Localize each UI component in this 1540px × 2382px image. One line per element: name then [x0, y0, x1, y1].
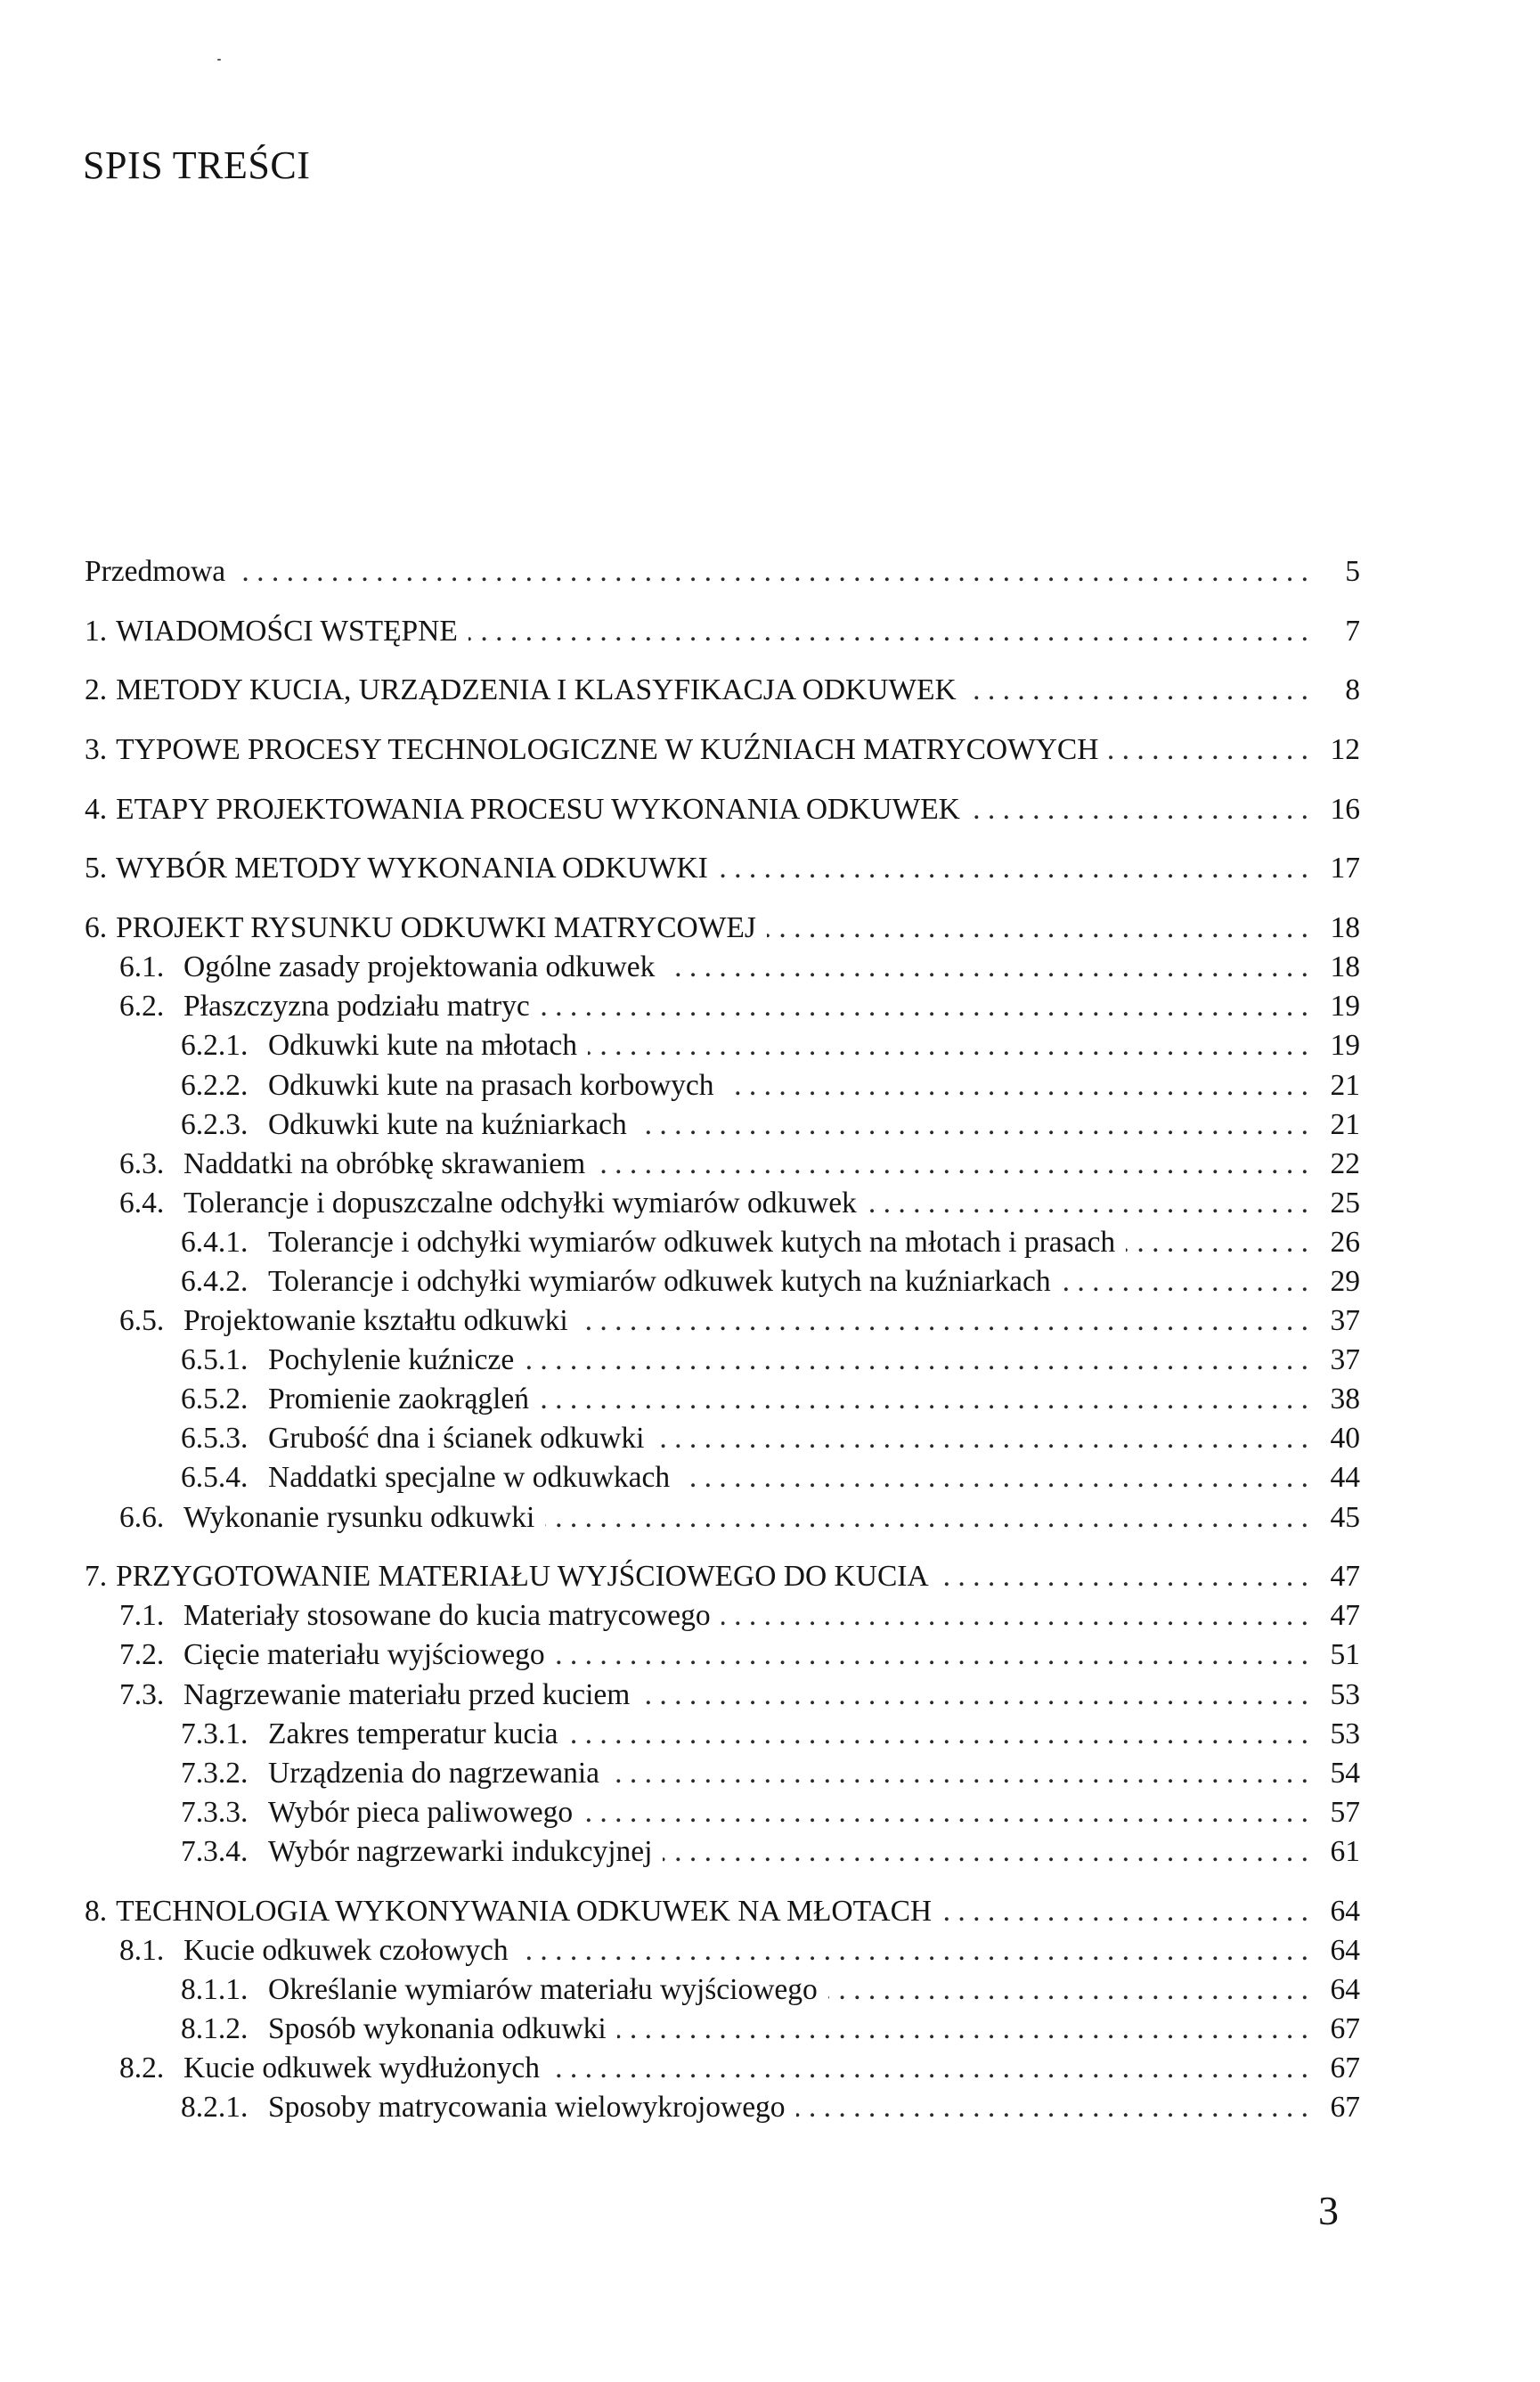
- toc-entry-page: 53: [1330, 1677, 1360, 1711]
- toc-entry-page: 18: [1330, 911, 1360, 945]
- dot-leader: [545, 1498, 1308, 1538]
- dot-leader: [617, 2010, 1308, 2049]
- toc-entry-page: 26: [1330, 1225, 1360, 1259]
- dot-leader: [680, 1458, 1308, 1497]
- toc-entry[interactable]: [85, 948, 1360, 987]
- dot-leader: [828, 1970, 1308, 2010]
- toc-entry[interactable]: [85, 1105, 1360, 1145]
- dot-leader: [1126, 1223, 1308, 1262]
- toc-entry[interactable]: [85, 1066, 1360, 1105]
- toc-entry-number: 6.4.1.: [181, 1225, 249, 1259]
- toc-entry-number: 6.2.1.: [181, 1029, 249, 1063]
- dot-leader: [579, 1301, 1308, 1341]
- toc-entry[interactable]: [85, 1970, 1360, 2010]
- toc-entry-page: 53: [1330, 1717, 1360, 1750]
- toc-entry-page: 12: [1330, 733, 1360, 767]
- dot-leader: [638, 1105, 1308, 1145]
- toc-entry-label: Promienie zaokrągleń: [268, 1383, 530, 1416]
- toc-entry-number: 7.3.: [119, 1677, 165, 1711]
- dot-leader: [767, 909, 1308, 948]
- dot-leader: [971, 790, 1308, 829]
- dot-leader: [556, 1636, 1308, 1675]
- toc-entry-number: 7.: [85, 1560, 108, 1594]
- toc-entry[interactable]: [85, 987, 1360, 1026]
- toc-entry-page: 8: [1345, 673, 1360, 707]
- toc-entry-page: 61: [1330, 1834, 1360, 1868]
- toc-entry-number: 2.: [85, 673, 108, 707]
- dot-leader: [1109, 730, 1308, 770]
- toc-entry-label: Wybór pieca paliwowego: [268, 1795, 574, 1829]
- dot-leader: [610, 1754, 1308, 1793]
- toc-entry-page: 64: [1330, 1933, 1360, 1967]
- toc-entry[interactable]: [85, 1498, 1360, 1538]
- toc-entry[interactable]: [85, 1419, 1360, 1458]
- dot-leader: [796, 2088, 1308, 2127]
- toc-entry[interactable]: [85, 1832, 1360, 1872]
- toc-entry[interactable]: [85, 730, 1360, 770]
- toc-entry-label: Określanie wymiarów materiału wyjściowego: [268, 1972, 818, 2006]
- toc-entry[interactable]: [85, 2010, 1360, 2049]
- dot-leader: [525, 1341, 1308, 1380]
- dot-leader: [236, 552, 1308, 591]
- dot-leader: [541, 987, 1308, 1026]
- dot-leader: [596, 1145, 1308, 1184]
- dot-leader: [721, 1596, 1308, 1636]
- toc-entry[interactable]: [85, 2088, 1360, 2127]
- dot-leader: [868, 1184, 1308, 1223]
- dot-leader: [588, 1026, 1308, 1065]
- toc-entry[interactable]: [85, 1931, 1360, 1970]
- toc-entry-label: Nagrzewanie materiału przed kuciem: [183, 1677, 631, 1711]
- toc-entry-number: 7.3.1.: [181, 1717, 249, 1750]
- toc-entry[interactable]: [85, 671, 1360, 710]
- toc-entry-page: 19: [1330, 1029, 1360, 1063]
- toc-entry-page: 18: [1330, 950, 1360, 984]
- toc-entry-number: 3.: [85, 733, 108, 767]
- toc-entry-number: 8.2.: [119, 2051, 165, 2084]
- toc-entry-page: 54: [1330, 1756, 1360, 1790]
- toc-entry-number: 7.3.3.: [181, 1795, 249, 1829]
- toc-entry[interactable]: [85, 1341, 1360, 1380]
- toc-entry-page: 21: [1330, 1107, 1360, 1141]
- toc-entry-page: 40: [1330, 1422, 1360, 1456]
- toc-entry-number: 6.5.1.: [181, 1343, 249, 1377]
- toc-entry-label: Płaszczyzna podziału matryc: [183, 990, 530, 1024]
- toc-entry[interactable]: [85, 1145, 1360, 1184]
- dot-leader: [663, 1832, 1308, 1872]
- dot-leader: [569, 1715, 1308, 1754]
- toc-entry-label: PROJEKT RYSUNKU ODKUWKI MATRYCOWEJ: [116, 911, 756, 945]
- toc-entry-label: METODY KUCIA, URZĄDZENIA I KLASYFIKACJA ODKUWEK: [116, 673, 957, 707]
- toc-entry[interactable]: [85, 552, 1360, 591]
- toc-entry-page: 44: [1330, 1461, 1360, 1495]
- dot-leader: [655, 1419, 1308, 1458]
- toc-entry-label: Odkuwki kute na kuźniarkach: [268, 1107, 627, 1141]
- toc-entry-page: 37: [1330, 1343, 1360, 1377]
- toc-entry-label: Odkuwki kute na młotach: [268, 1029, 578, 1063]
- toc-entry-page: 51: [1330, 1638, 1360, 1672]
- toc-entry-label: Odkuwki kute na prasach korbowych: [268, 1068, 714, 1102]
- toc-entry-label: Naddatki na obróbkę skrawaniem: [183, 1146, 586, 1180]
- toc-entry-page: 19: [1330, 990, 1360, 1024]
- toc-entry-number: 7.3.2.: [181, 1756, 249, 1790]
- toc-entry-label: Sposoby matrycowania wielowykrojowego: [268, 2091, 786, 2125]
- dot-leader: [942, 1892, 1308, 1931]
- toc-entry[interactable]: [85, 1892, 1360, 1931]
- toc-entry-number: 6.: [85, 911, 108, 945]
- toc-entry-label: Tolerancje i odchyłki wymiarów odkuwek kutych na młotach i prasach: [268, 1225, 1116, 1259]
- toc-entry-label: WIADOMOŚCI WSTĘPNE: [116, 614, 458, 648]
- toc-entry-number: 6.6.: [119, 1500, 165, 1534]
- toc-entry-number: 8.1.2.: [181, 2011, 249, 2045]
- toc-entry-number: 6.2.: [119, 990, 165, 1024]
- toc-entry-page: 5: [1345, 555, 1360, 588]
- toc-entry-number: 6.1.: [119, 950, 165, 984]
- toc-entry-label: Tolerancje i odchyłki wymiarów odkuwek kutych na kuźniarkach: [268, 1264, 1051, 1298]
- toc-entry-page: 25: [1330, 1186, 1360, 1220]
- page-title: SPIS TREŚCI: [83, 143, 311, 187]
- toc-entry-number: 6.5.2.: [181, 1383, 249, 1416]
- toc-entry-page: 17: [1330, 852, 1360, 885]
- toc-entry-page: 29: [1330, 1264, 1360, 1298]
- toc-entry-label: Przedmowa: [85, 555, 226, 588]
- toc-entry-number: 8.1.1.: [181, 1972, 249, 2006]
- toc-entry-label: Grubość dna i ścianek odkuwki: [268, 1422, 645, 1456]
- toc-entry[interactable]: [85, 1262, 1360, 1301]
- table-of-contents: [85, 552, 1360, 2127]
- toc-entry-label: TYPOWE PROCESY TECHNOLOGICZNE W KUŹNIACH MATRYCOWYCH: [116, 733, 1099, 767]
- toc-entry[interactable]: [85, 1754, 1360, 1793]
- dot-leader: [640, 1676, 1308, 1715]
- dot-leader: [1062, 1262, 1308, 1301]
- dot-leader: [719, 849, 1308, 888]
- toc-entry-number: 5.: [85, 852, 108, 885]
- scan-speck: [217, 59, 221, 61]
- toc-entry-page: 16: [1330, 792, 1360, 826]
- toc-entry[interactable]: [85, 1715, 1360, 1754]
- toc-entry[interactable]: [85, 1184, 1360, 1223]
- toc-entry-label: Urządzenia do nagrzewania: [268, 1756, 600, 1790]
- toc-entry-label: PRZYGOTOWANIE MATERIAŁU WYJŚCIOWEGO DO KUCIA: [116, 1560, 929, 1594]
- toc-entry-label: Pochylenie kuźnicze: [268, 1343, 515, 1377]
- page-number: 3: [1318, 2188, 1339, 2233]
- dot-leader: [583, 1793, 1308, 1832]
- toc-entry[interactable]: [85, 909, 1360, 948]
- toc-entry-page: 7: [1345, 614, 1360, 648]
- toc-entry-label: Zakres temperatur kucia: [268, 1717, 558, 1750]
- toc-entry-label: Wykonanie rysunku odkuwki: [183, 1500, 535, 1534]
- toc-entry[interactable]: [85, 1380, 1360, 1419]
- toc-entry-label: TECHNOLOGIA WYKONYWANIA ODKUWEK NA MŁOTACH: [116, 1894, 933, 1928]
- toc-entry-page: 47: [1330, 1560, 1360, 1594]
- dot-leader: [725, 1066, 1308, 1105]
- toc-entry-label: Naddatki specjalne w odkuwkach: [268, 1461, 671, 1495]
- toc-entry-page: 38: [1330, 1383, 1360, 1416]
- toc-entry[interactable]: [85, 2049, 1360, 2088]
- toc-entry-page: 67: [1330, 2091, 1360, 2125]
- toc-entry-number: 4.: [85, 792, 108, 826]
- toc-entry-number: 8.2.1.: [181, 2091, 249, 2125]
- dot-leader: [665, 948, 1308, 987]
- toc-entry-page: 64: [1330, 1972, 1360, 2006]
- toc-entry[interactable]: [85, 1301, 1360, 1341]
- dot-leader: [967, 671, 1308, 710]
- dot-leader: [469, 612, 1308, 651]
- dot-leader: [940, 1557, 1308, 1596]
- toc-entry[interactable]: [85, 1458, 1360, 1497]
- toc-entry[interactable]: [85, 612, 1360, 651]
- toc-entry[interactable]: [85, 1596, 1360, 1636]
- toc-entry-page: 47: [1330, 1599, 1360, 1633]
- toc-entry-label: ETAPY PROJEKTOWANIA PROCESU WYKONANIA ODKUWEK: [116, 792, 960, 826]
- toc-entry-label: Ogólne zasady projektowania odkuwek: [183, 950, 656, 984]
- toc-entry[interactable]: [85, 849, 1360, 888]
- toc-entry-page: 21: [1330, 1068, 1360, 1102]
- toc-entry-number: 8.1.: [119, 1933, 165, 1967]
- toc-entry-number: 7.1.: [119, 1599, 165, 1633]
- toc-entry-label: Projektowanie kształtu odkuwki: [183, 1304, 568, 1338]
- toc-entry-page: 37: [1330, 1304, 1360, 1338]
- toc-entry[interactable]: [85, 1636, 1360, 1675]
- toc-entry-label: Tolerancje i dopuszczalne odchyłki wymiarów odkuwek: [183, 1186, 857, 1220]
- toc-entry-number: 6.5.4.: [181, 1461, 249, 1495]
- toc-entry-number: 1.: [85, 614, 108, 648]
- toc-entry-number: 8.: [85, 1894, 108, 1928]
- toc-entry-label: Materiały stosowane do kucia matrycowego: [183, 1599, 711, 1633]
- toc-entry-page: 64: [1330, 1894, 1360, 1928]
- toc-entry[interactable]: [85, 790, 1360, 829]
- toc-entry-number: 6.5.3.: [181, 1422, 249, 1456]
- toc-entry-page: 45: [1330, 1500, 1360, 1534]
- toc-entry-number: 7.2.: [119, 1638, 165, 1672]
- toc-entry[interactable]: [85, 1223, 1360, 1262]
- toc-entry-label: Kucie odkuwek wydłużonych: [183, 2051, 541, 2084]
- dot-leader: [550, 2049, 1308, 2088]
- toc-entry[interactable]: [85, 1557, 1360, 1596]
- toc-entry-number: 6.2.2.: [181, 1068, 249, 1102]
- toc-entry-number: 6.5.: [119, 1304, 165, 1338]
- toc-entry-label: Cięcie materiału wyjściowego: [183, 1638, 545, 1672]
- toc-entry-page: 22: [1330, 1146, 1360, 1180]
- toc-entry-number: 6.4.2.: [181, 1264, 249, 1298]
- toc-entry-number: 7.3.4.: [181, 1834, 249, 1868]
- toc-entry-number: 6.3.: [119, 1146, 165, 1180]
- toc-entry-label: Kucie odkuwek czołowych: [183, 1933, 509, 1967]
- toc-entry-number: 6.2.3.: [181, 1107, 249, 1141]
- toc-entry[interactable]: [85, 1676, 1360, 1715]
- toc-entry-number: 6.4.: [119, 1186, 165, 1220]
- toc-entry-page: 57: [1330, 1795, 1360, 1829]
- dot-leader: [540, 1380, 1308, 1419]
- toc-entry-label: WYBÓR METODY WYKONANIA ODKUWKI: [116, 852, 708, 885]
- toc-entry[interactable]: [85, 1793, 1360, 1832]
- toc-entry[interactable]: [85, 1026, 1360, 1065]
- toc-entry-page: 67: [1330, 2051, 1360, 2084]
- dot-leader: [519, 1931, 1308, 1970]
- toc-entry-label: Sposób wykonania odkuwki: [268, 2011, 607, 2045]
- toc-entry-page: 67: [1330, 2011, 1360, 2045]
- toc-entry-label: Wybór nagrzewarki indukcyjnej: [268, 1834, 653, 1868]
